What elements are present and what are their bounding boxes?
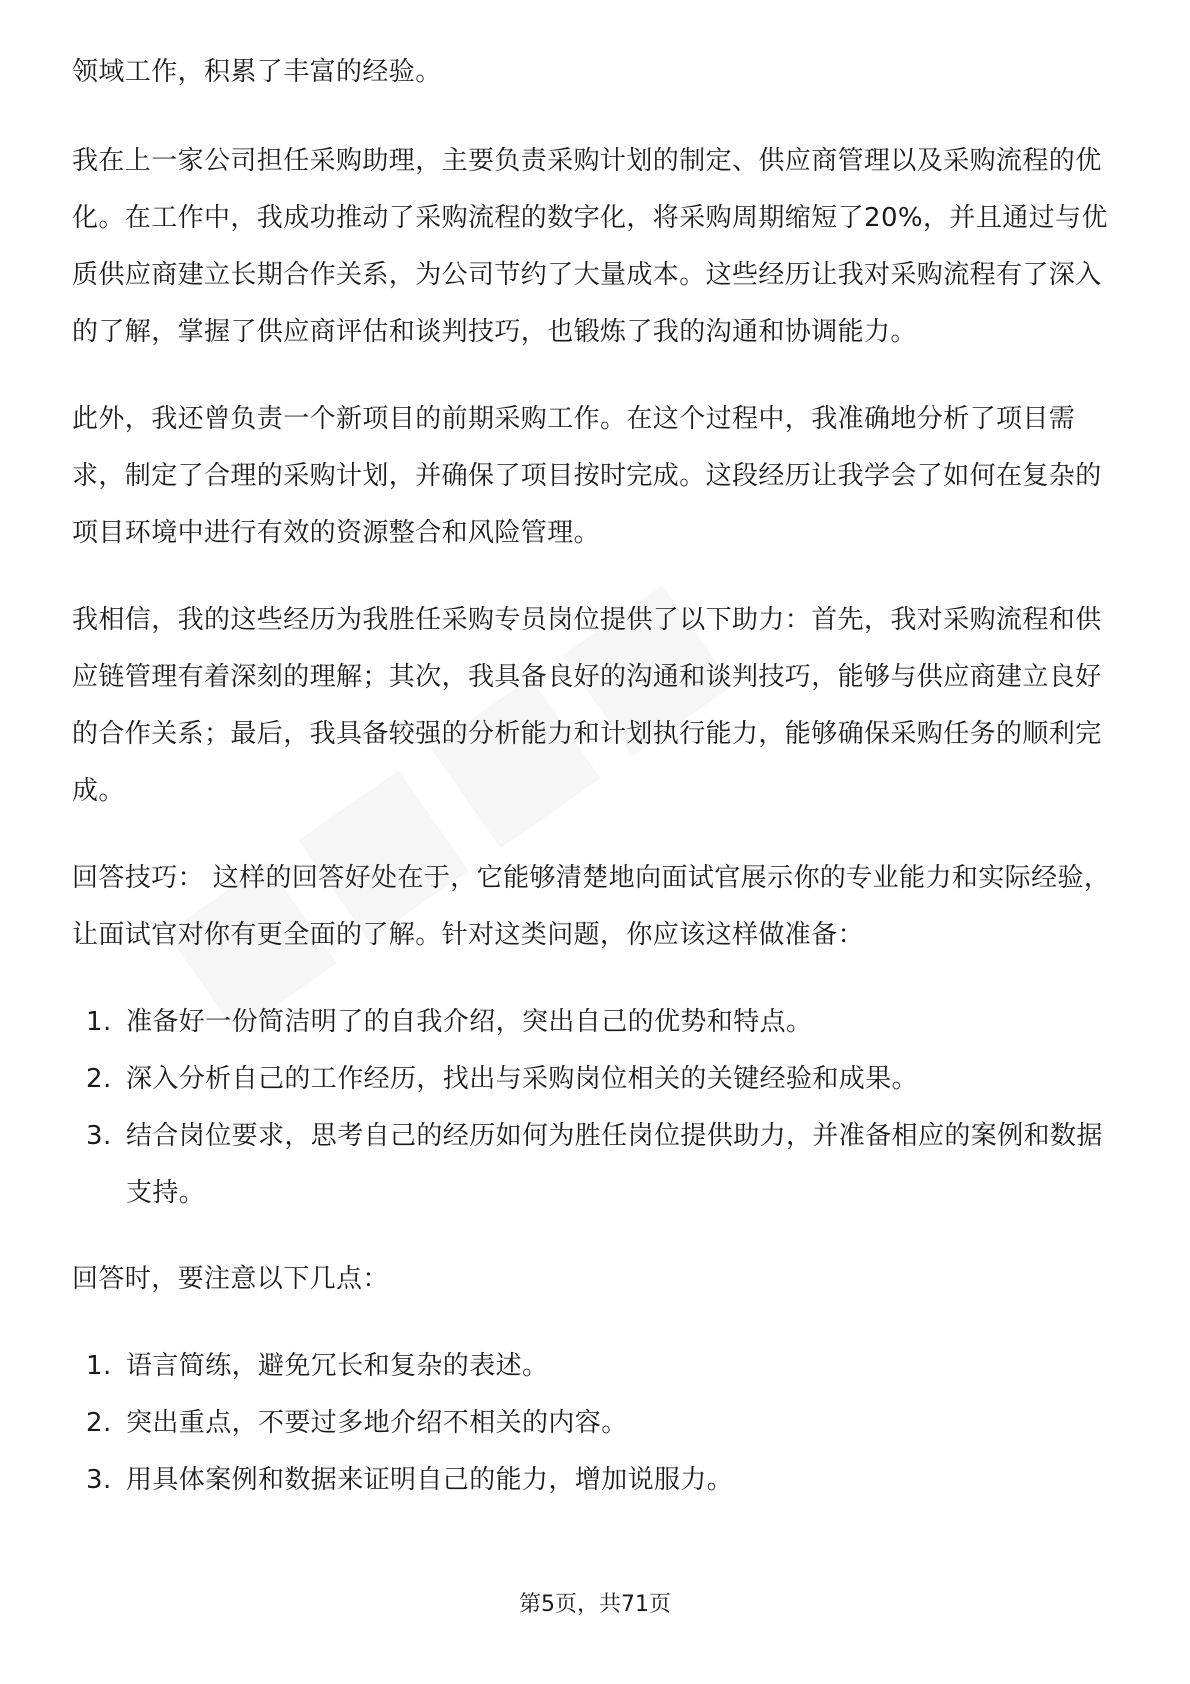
list-item — [72, 1452, 1122, 1509]
paragraph-strengths: 我相信，我的这些经历为我胜任采购专员岗位提供了以下助力：首先，我对采购流程和供应链管理有着深刻的理解；其次，我具备良好的沟通和谈判技巧，能够与供应商建立良好的合作关系；最后，我具备较强的分析能力和计划执行能力，能够确保采购任务的顺利完成。 — [72, 605, 1102, 806]
notes-list — [72, 1338, 1122, 1509]
list-item-number: 1. — [86, 1351, 112, 1381]
notes-heading: 回答时，要注意以下几点： — [72, 1264, 389, 1294]
list-item-text: 准备好一份简洁明了的自我介绍，突出自己的优势和特点。 — [126, 1007, 813, 1037]
list-item-number: 1. — [86, 1007, 112, 1037]
list-item-text: 深入分析自己的工作经历，找出与采购岗位相关的关键经验和成果。 — [126, 1064, 919, 1094]
list-item-number: 3. — [86, 1465, 112, 1495]
list-item-text: 结合岗位要求，思考自己的经历如何为胜任岗位提供助力，并准备相应的案例和数据支持。 — [126, 1121, 1103, 1208]
page-content — [72, 44, 1122, 1538]
list-item-number: 2. — [86, 1408, 112, 1438]
list-item — [72, 1108, 1122, 1222]
list-item — [72, 994, 1122, 1051]
paragraph-answer-tips: 回答技巧： 这样的回答好处在于，它能够清楚地向面试官展示你的专业能力和实际经验，让面试官对你有更全面的了解。针对这类问题，你应该这样做准备： — [72, 863, 1111, 950]
list-item — [72, 1395, 1122, 1452]
prepare-list — [72, 994, 1122, 1222]
list-item-text: 用具体案例和数据来证明自己的能力，增加说服力。 — [126, 1465, 734, 1495]
list-item-number: 3. — [86, 1121, 112, 1151]
list-item-number: 2. — [86, 1064, 112, 1094]
page-number-footer: 第5页，共71页 — [519, 1592, 671, 1617]
list-item — [72, 1051, 1122, 1108]
paragraph-intro-tail: 领域工作，积累了丰富的经验。 — [72, 57, 442, 87]
list-item — [72, 1338, 1122, 1395]
paragraph-new-project: 此外，我还曾负责一个新项目的前期采购工作。在这个过程中，我准确地分析了项目需求，制定了合理的采购计划，并确保了项目按时完成。这段经历让我学会了如何在复杂的项目环境中进行有效的资源整合和风险管理。 — [72, 404, 1102, 548]
list-item-text: 语言简练，避免冗长和复杂的表述。 — [126, 1351, 549, 1381]
list-item-text: 突出重点，不要过多地介绍不相关的内容。 — [126, 1408, 628, 1438]
paragraph-previous-job: 我在上一家公司担任采购助理，主要负责采购计划的制定、供应商管理以及采购流程的优化。在工作中，我成功推动了采购流程的数字化，将采购周期缩短了20%，并且通过与优质供应商建立长期合作关系，为公司节约了大量成本。这些经历让我对采购流程有了深入的了解，掌握了供应商评估和谈判技巧，也锻炼了我的沟通和协调能力。 — [72, 146, 1108, 347]
